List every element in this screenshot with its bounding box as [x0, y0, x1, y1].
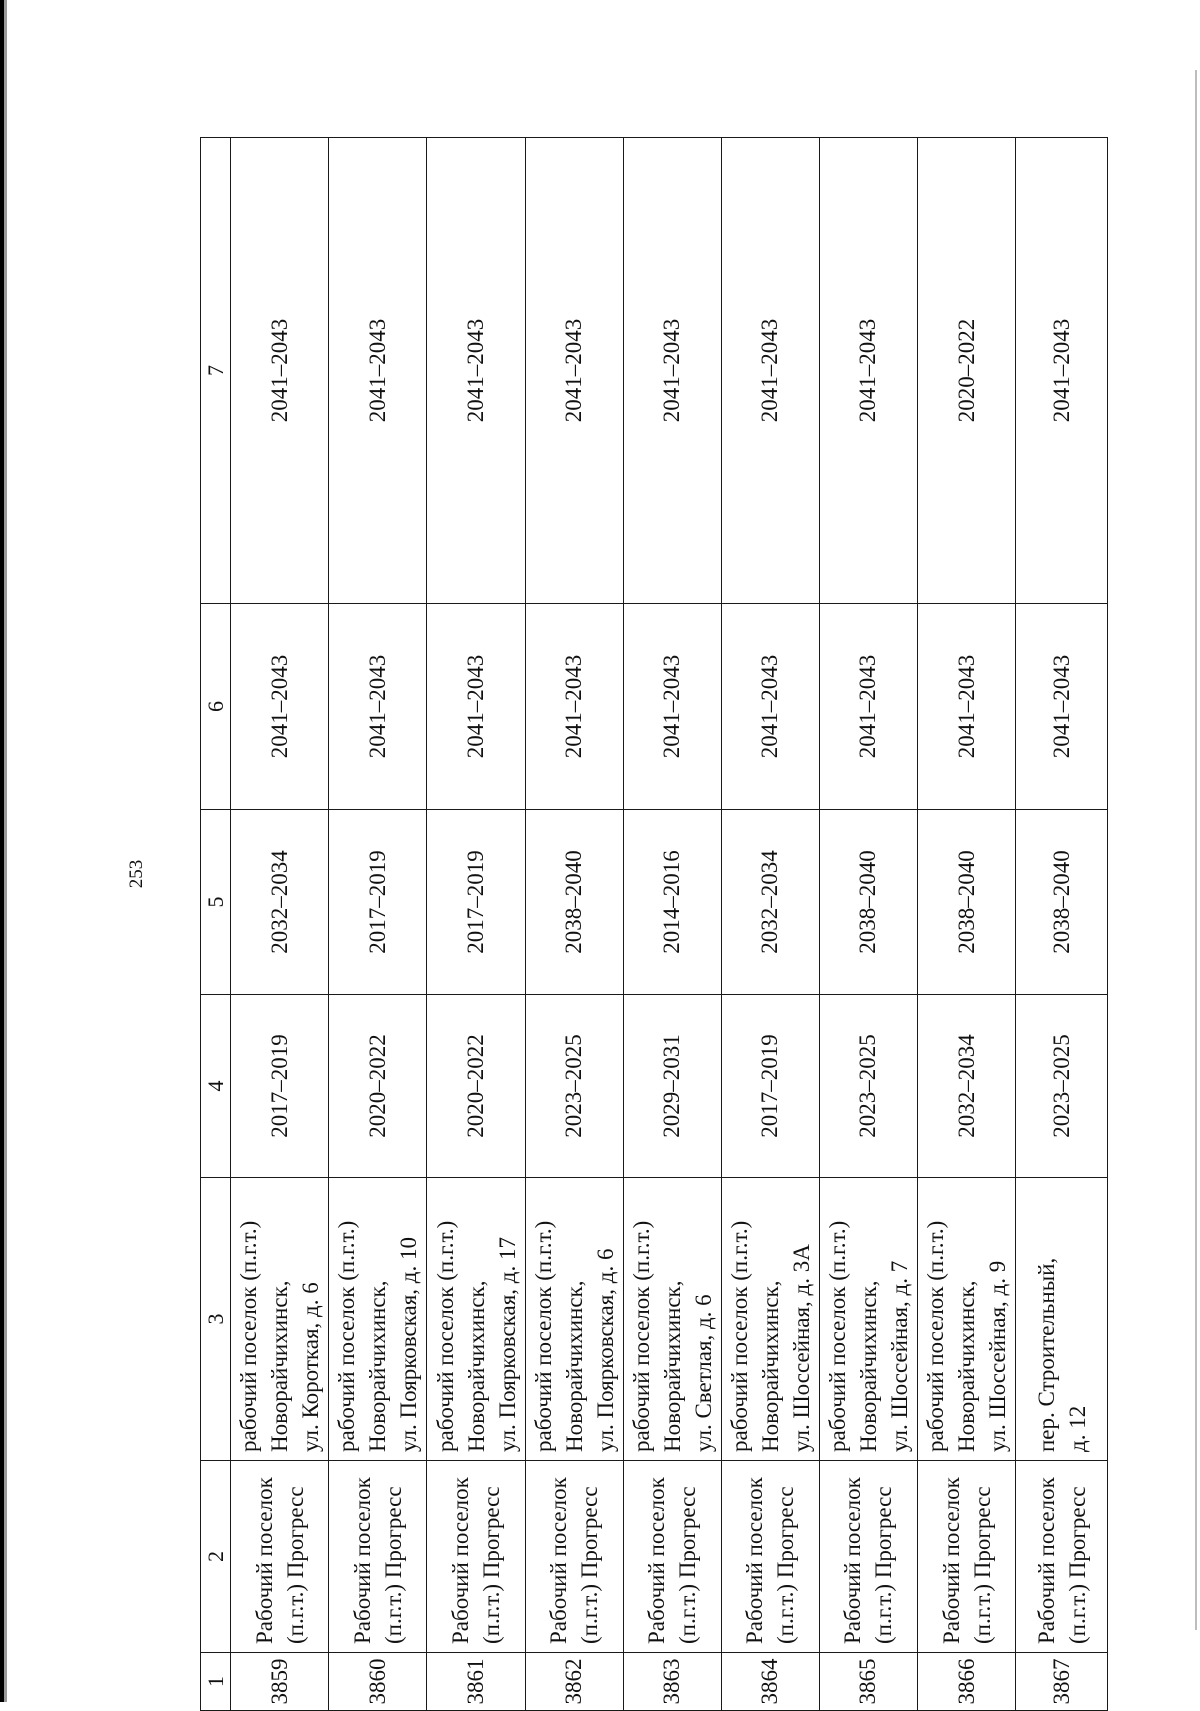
period-col6-cell: 2041–2043: [231, 604, 329, 810]
record-number-cell: 3864: [721, 1653, 819, 1711]
settlement-cell: Рабочий поселок (п.г.т.) Прогресс: [329, 1461, 427, 1653]
settlement-cell: Рабочий поселок (п.г.т.) Прогресс: [1016, 1461, 1108, 1653]
settlement-cell: Рабочий поселок (п.г.т.) Прогресс: [427, 1461, 525, 1653]
period-col5-cell: 2038–2040: [918, 810, 1016, 995]
table-row: [1016, 138, 1108, 1711]
period-col5-cell: 2038–2040: [525, 810, 623, 995]
period-col6-cell: 2041–2043: [721, 604, 819, 810]
period-col5-cell: 2014–2016: [623, 810, 721, 995]
table-body: [201, 138, 1108, 1711]
period-col4-cell: 2017–2019: [721, 995, 819, 1178]
table-row: [721, 138, 819, 1711]
header-cell-7: 7: [201, 138, 231, 604]
header-cell-5: 5: [201, 810, 231, 995]
table-row: [231, 138, 329, 1711]
header-cell-1: 1: [201, 1653, 231, 1711]
record-number-cell: 3861: [427, 1653, 525, 1711]
address-cell: рабочий поселок (п.г.т.) Новорайчихинск, ул. Короткая, д. 6: [231, 1178, 329, 1461]
period-col7-cell: 2041–2043: [623, 138, 721, 604]
record-number-cell: 3867: [1016, 1653, 1108, 1711]
record-number-cell: 3866: [918, 1653, 1016, 1711]
period-col7-cell: 2041–2043: [721, 138, 819, 604]
header-cell-6: 6: [201, 604, 231, 810]
settlement-cell: Рабочий поселок (п.г.т.) Прогресс: [819, 1461, 917, 1653]
period-col6-cell: 2041–2043: [623, 604, 721, 810]
record-number-cell: 3859: [231, 1653, 329, 1711]
settlement-cell: Рабочий поселок (п.г.т.) Прогресс: [721, 1461, 819, 1653]
settlement-cell: Рабочий поселок (п.г.т.) Прогресс: [623, 1461, 721, 1653]
period-col4-cell: 2023–2025: [1016, 995, 1108, 1178]
table-row: [329, 138, 427, 1711]
scan-edge-right: [1195, 70, 1197, 1630]
address-cell: рабочий поселок (п.г.т.) Новорайчихинск, ул. Поярковская, д. 6: [525, 1178, 623, 1461]
period-col7-cell: 2041–2043: [231, 138, 329, 604]
period-col4-cell: 2023–2025: [819, 995, 917, 1178]
page-number: 253: [126, 859, 147, 889]
table-row: [525, 138, 623, 1711]
schedule-table: [200, 137, 1108, 1711]
table-row: [819, 138, 917, 1711]
record-number-cell: 3865: [819, 1653, 917, 1711]
header-row: [201, 138, 231, 1711]
period-col7-cell: 2041–2043: [427, 138, 525, 604]
period-col7-cell: 2041–2043: [525, 138, 623, 604]
period-col6-cell: 2041–2043: [427, 604, 525, 810]
settlement-cell: Рабочий поселок (п.г.т.) Прогресс: [231, 1461, 329, 1653]
address-cell: рабочий поселок (п.г.т.) Новорайчихинск, ул. Шоссейная, д. 9: [918, 1178, 1016, 1461]
period-col6-cell: 2041–2043: [918, 604, 1016, 810]
period-col7-cell: 2041–2043: [1016, 138, 1108, 604]
period-col6-cell: 2041–2043: [819, 604, 917, 810]
period-col7-cell: 2020–2022: [918, 138, 1016, 604]
period-col4-cell: 2020–2022: [427, 995, 525, 1178]
period-col5-cell: 2038–2040: [819, 810, 917, 995]
period-col4-cell: 2020–2022: [329, 995, 427, 1178]
period-col4-cell: 2023–2025: [525, 995, 623, 1178]
table-rotation-wrapper: [200, 138, 1108, 1711]
record-number-cell: 3862: [525, 1653, 623, 1711]
period-col4-cell: 2017–2019: [231, 995, 329, 1178]
address-cell: рабочий поселок (п.г.т.) Новорайчихинск, ул. Поярковская, д. 10: [329, 1178, 427, 1461]
period-col6-cell: 2041–2043: [1016, 604, 1108, 810]
table-row: [623, 138, 721, 1711]
period-col4-cell: 2032–2034: [918, 995, 1016, 1178]
period-col6-cell: 2041–2043: [525, 604, 623, 810]
address-cell: рабочий поселок (п.г.т.) Новорайчихинск, ул. Шоссейная, д. 3А: [721, 1178, 819, 1461]
period-col5-cell: 2038–2040: [1016, 810, 1108, 995]
header-cell-4: 4: [201, 995, 231, 1178]
table-row: [427, 138, 525, 1711]
period-col7-cell: 2041–2043: [329, 138, 427, 604]
address-cell: рабочий поселок (п.г.т.) Новорайчихинск, ул. Шоссейная, д. 7: [819, 1178, 917, 1461]
address-cell: пер. Строительный, д. 12: [1016, 1178, 1108, 1461]
period-col5-cell: 2017–2019: [427, 810, 525, 995]
period-col5-cell: 2017–2019: [329, 810, 427, 995]
scan-edge-left-shadow: [4, 0, 7, 1702]
table-row: [918, 138, 1016, 1711]
settlement-cell: Рабочий поселок (п.г.т.) Прогресс: [525, 1461, 623, 1653]
address-cell: рабочий поселок (п.г.т.) Новорайчихинск, ул. Светлая, д. 6: [623, 1178, 721, 1461]
period-col5-cell: 2032–2034: [721, 810, 819, 995]
period-col4-cell: 2029–2031: [623, 995, 721, 1178]
record-number-cell: 3863: [623, 1653, 721, 1711]
table-frame: [200, 138, 1108, 1711]
address-cell: рабочий поселок (п.г.т.) Новорайчихинск, ул. Поярковская, д. 17: [427, 1178, 525, 1461]
period-col5-cell: 2032–2034: [231, 810, 329, 995]
header-cell-3: 3: [201, 1178, 231, 1461]
period-col7-cell: 2041–2043: [819, 138, 917, 604]
settlement-cell: Рабочий поселок (п.г.т.) Прогресс: [918, 1461, 1016, 1653]
record-number-cell: 3860: [329, 1653, 427, 1711]
period-col6-cell: 2041–2043: [329, 604, 427, 810]
header-cell-2: 2: [201, 1461, 231, 1653]
